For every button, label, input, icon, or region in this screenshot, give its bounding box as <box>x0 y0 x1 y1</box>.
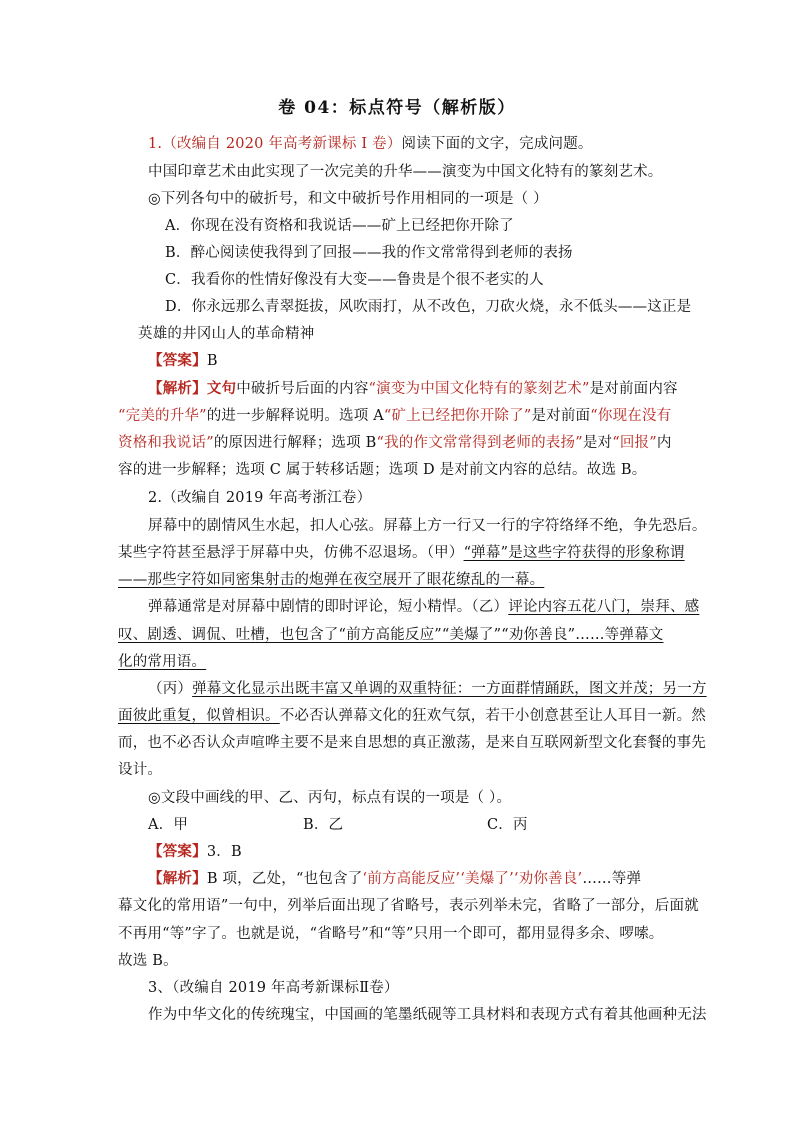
q1-analysis-line-4: 容的进一步解释；选项 C 属于转移话题；选项 D 是对前文内容的总结。故选 B。 <box>118 462 647 478</box>
q1-analysis-line-2: “完美的升华”的进一步解释说明。选项 A“矿上已经把你开除了”是对前面“你现在没有 <box>118 408 672 424</box>
q3-para1-line1: 作为中华文化的传统瑰宝，中国画的笔墨纸砚等工具材料和表现方式有着其他画种无法 <box>148 1007 707 1023</box>
q2-para1-line2: 某些字符甚至悬浮于屏幕中央，仿佛不忍退场。（甲）“弹幕”是这些字符获得的形象称谓 <box>118 545 685 561</box>
q1-question: ◎下列各句中的破折号，和文中破折号作用相同的一项是（ ） <box>148 191 548 207</box>
q1-number: 1. <box>148 136 163 152</box>
q2-analysis-line-2: 幕文化的常用语”一句中，列举后面出现了省略号，表示列举未完，省略了一部分，后面就 <box>118 898 699 914</box>
q2-analysis-line-3: 不再用“等”字了。也就是说，“省略号”和“等”只用一个即可，都用显得多余、啰嗦。 <box>118 926 664 942</box>
answer-tag: 【答案】 <box>148 352 207 369</box>
analysis-tag: 【解析】 <box>148 380 207 397</box>
q2-source: （改编自 2019 年高考浙江卷） <box>162 490 372 506</box>
q1-analysis-line-3: 资格和我说话”的原因进行解释；选项 B“我的作文常常得到老师的表扬”是对“回报”内 <box>118 435 672 451</box>
q2-para3-line4: 设计。 <box>118 762 163 778</box>
q3-header <box>148 978 399 998</box>
answer-value: B <box>206 353 218 369</box>
q2-option-a: A．甲 <box>148 817 189 833</box>
q2-number: 2. <box>148 490 163 506</box>
q2-option-c: C．丙 <box>487 817 528 833</box>
q1-header <box>148 134 593 154</box>
q1-source: （改编自 2020 年高考新课标 I 卷） <box>162 136 402 152</box>
q2-para1-line1: 屏幕中的剧情风生水起，扣人心弦。屏幕上方一行又一行的字符络绎不绝，争先恐后。 <box>148 518 707 534</box>
q1-option-a: A．你现在没有资格和我说话——矿上已经把你开除了 <box>165 218 514 234</box>
q1-option-d-cont: 英雄的井冈山人的革命精神 <box>138 326 315 342</box>
q2-para3-line2: 面彼此重复，似曾相识。不必否认弹幕文化的狂欢气氛，若干小创意甚至让人耳目一新。然 <box>118 708 707 724</box>
q2-question: ◎文段中画线的甲、乙、丙句，标点有误的一项是（ ）。 <box>148 790 512 806</box>
q2-para2-line2: 叹、剧透、调侃、吐槽，也包含了“前方高能反应”“美爆了”“劝你善良”……等弹幕文 <box>118 627 664 643</box>
q1-option-c: C．我看你的性情好像没有大变——鲁贵是个很不老实的人 <box>165 272 544 288</box>
q1-option-d: D．你永远那么青翠挺拔，风吹雨打，从不改色，刀砍火烧，永不低头——这正是 <box>165 299 692 315</box>
q1-analysis-line-1: 【解析】文句中破折号后面的内容“演变为中国文化特有的篆刻艺术”是对前面内容 <box>148 380 678 397</box>
q2-option-b: B．乙 <box>303 817 344 833</box>
answer-value: 3．B <box>206 844 242 860</box>
q2-para3-line3: 而，也不必否认众声喧哗主要不是来自思想的真正激荡，是来自互联网新型文化套餐的事先 <box>118 735 706 751</box>
q3-source: （改编自 2019 年高考新课标Ⅱ卷） <box>172 980 399 996</box>
q2-para3-line1: （丙）弹幕文化显示出既丰富又单调的双重特征：一方面群情踊跃，图文并茂；另一方 <box>148 681 707 697</box>
q1-option-b: B．醉心阅读使我得到了回报——我的作文常常得到老师的表扬 <box>165 245 573 261</box>
q1-intro: 阅读下面的文字，完成问题。 <box>401 136 593 152</box>
q2-para1-line3: ——那些字符如同密集射击的炮弹在夜空展开了眼花缭乱的一幕。 <box>118 572 545 588</box>
q1-text: 中国印章艺术由此实现了一次完美的升华——演变为中国文化特有的篆刻艺术。 <box>148 164 663 180</box>
q2-para2-line3: 化的常用语。 <box>118 654 207 670</box>
answer-tag: 【答案】 <box>148 843 207 860</box>
q3-number: 3、 <box>148 980 173 996</box>
q2-answer <box>148 842 242 862</box>
page-title: 卷 04：标点符号（解析版） <box>278 98 516 118</box>
q2-header <box>148 488 371 508</box>
analysis-tag: 【解析】 <box>148 870 207 887</box>
q2-analysis-line-4: 故选 B。 <box>118 953 178 969</box>
q2-analysis-line-1: 【解析】B 项，乙处，“也包含了‘前方高能反应’‘美爆了’‘劝你善良’……等弹 <box>148 870 642 887</box>
q1-answer <box>148 351 218 371</box>
q2-para2-line1: 弹幕通常是对屏幕中剧情的即时评论，短小精悍。（乙）评论内容五花八门，崇拜、感 <box>148 599 700 615</box>
